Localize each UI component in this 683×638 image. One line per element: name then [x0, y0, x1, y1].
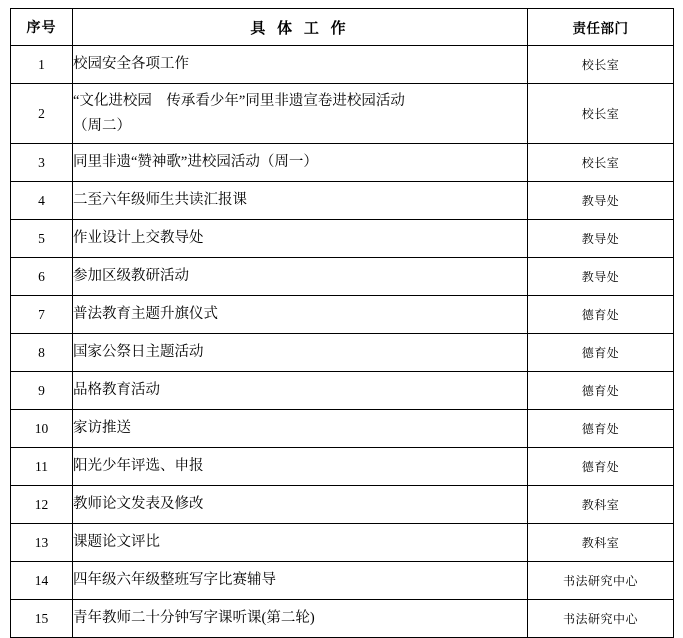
cell-index: 8: [11, 334, 73, 372]
cell-dept: 德育处: [528, 448, 674, 486]
cell-task-line1: 品格教育活动: [73, 382, 160, 399]
table-row: [11, 84, 674, 144]
cell-index: 5: [11, 220, 73, 258]
cell-index: 13: [11, 524, 73, 562]
cell-task: [73, 84, 528, 144]
cell-dept: 教科室: [528, 524, 674, 562]
table-row: [11, 334, 674, 372]
cell-task-line1: 参加区级教研活动: [73, 268, 189, 285]
cell-task-line1: 国家公祭日主题活动: [73, 344, 204, 361]
cell-dept: 教导处: [528, 220, 674, 258]
cell-task: [73, 372, 528, 410]
cell-dept: 德育处: [528, 334, 674, 372]
cell-task: [73, 46, 528, 84]
cell-dept: 德育处: [528, 410, 674, 448]
cell-index: 7: [11, 296, 73, 334]
table-row: [11, 182, 674, 220]
cell-index: 2: [11, 84, 73, 144]
column-header-dept: 责任部门: [528, 9, 674, 46]
cell-dept: 校长室: [528, 46, 674, 84]
cell-index: 12: [11, 486, 73, 524]
cell-index: 10: [11, 410, 73, 448]
cell-task-line1: 普法教育主题升旗仪式: [73, 306, 218, 323]
cell-task-line1: 二至六年级师生共读汇报课: [73, 192, 247, 209]
cell-index: 1: [11, 46, 73, 84]
cell-task: [73, 334, 528, 372]
column-header-index: 序号: [11, 9, 73, 46]
cell-task-line1: “文化进校园 传承看少年”同里非遗宣卷进校园活动: [73, 92, 405, 109]
cell-task: [73, 600, 528, 638]
work-schedule-table: [10, 8, 674, 638]
table-row: [11, 46, 674, 84]
table-row: [11, 524, 674, 562]
cell-index: 6: [11, 258, 73, 296]
cell-dept: 教导处: [528, 182, 674, 220]
cell-dept: 校长室: [528, 84, 674, 144]
cell-task: [73, 144, 528, 182]
cell-task: [73, 562, 528, 600]
cell-task: [73, 220, 528, 258]
table-header-row: [11, 9, 674, 46]
cell-dept: 德育处: [528, 296, 674, 334]
cell-index: 9: [11, 372, 73, 410]
column-header-task: 具 体 工 作: [73, 9, 528, 46]
cell-task: [73, 296, 528, 334]
cell-index: 15: [11, 600, 73, 638]
table-row: [11, 372, 674, 410]
cell-task-line1: 阳光少年评选、申报: [73, 458, 204, 475]
cell-task: [73, 410, 528, 448]
cell-task-line2: （周二）: [73, 117, 131, 134]
cell-task-line1: 四年级六年级整班写字比赛辅导: [73, 572, 276, 589]
cell-dept: 书法研究中心: [528, 600, 674, 638]
cell-task: [73, 524, 528, 562]
table-row: [11, 600, 674, 638]
cell-dept: 书法研究中心: [528, 562, 674, 600]
cell-dept: 教科室: [528, 486, 674, 524]
cell-task-line1: 教师论文发表及修改: [73, 496, 204, 513]
cell-dept: 德育处: [528, 372, 674, 410]
cell-task-line1: 青年教师二十分钟写字课听课(第二轮): [73, 610, 315, 627]
table-row: [11, 448, 674, 486]
cell-index: 4: [11, 182, 73, 220]
cell-task-line1: 校园安全各项工作: [73, 56, 189, 73]
table-row: [11, 562, 674, 600]
table-body: [11, 46, 674, 638]
table-row: [11, 144, 674, 182]
cell-index: 11: [11, 448, 73, 486]
table-row: [11, 296, 674, 334]
cell-dept: 教导处: [528, 258, 674, 296]
table-row: [11, 486, 674, 524]
cell-task: [73, 448, 528, 486]
table-row: [11, 410, 674, 448]
cell-task: [73, 258, 528, 296]
table-header: [11, 9, 674, 46]
cell-task-line1: 作业设计上交教导处: [73, 230, 204, 247]
cell-task-line1: 家访推送: [73, 420, 131, 437]
table-row: [11, 220, 674, 258]
cell-dept: 校长室: [528, 144, 674, 182]
cell-task-line1: 同里非遗“赞神歌”进校园活动（周一）: [73, 154, 318, 171]
cell-index: 3: [11, 144, 73, 182]
cell-index: 14: [11, 562, 73, 600]
cell-task: [73, 182, 528, 220]
cell-task-line1: 课题论文评比: [73, 534, 160, 551]
cell-task: [73, 486, 528, 524]
table-row: [11, 258, 674, 296]
